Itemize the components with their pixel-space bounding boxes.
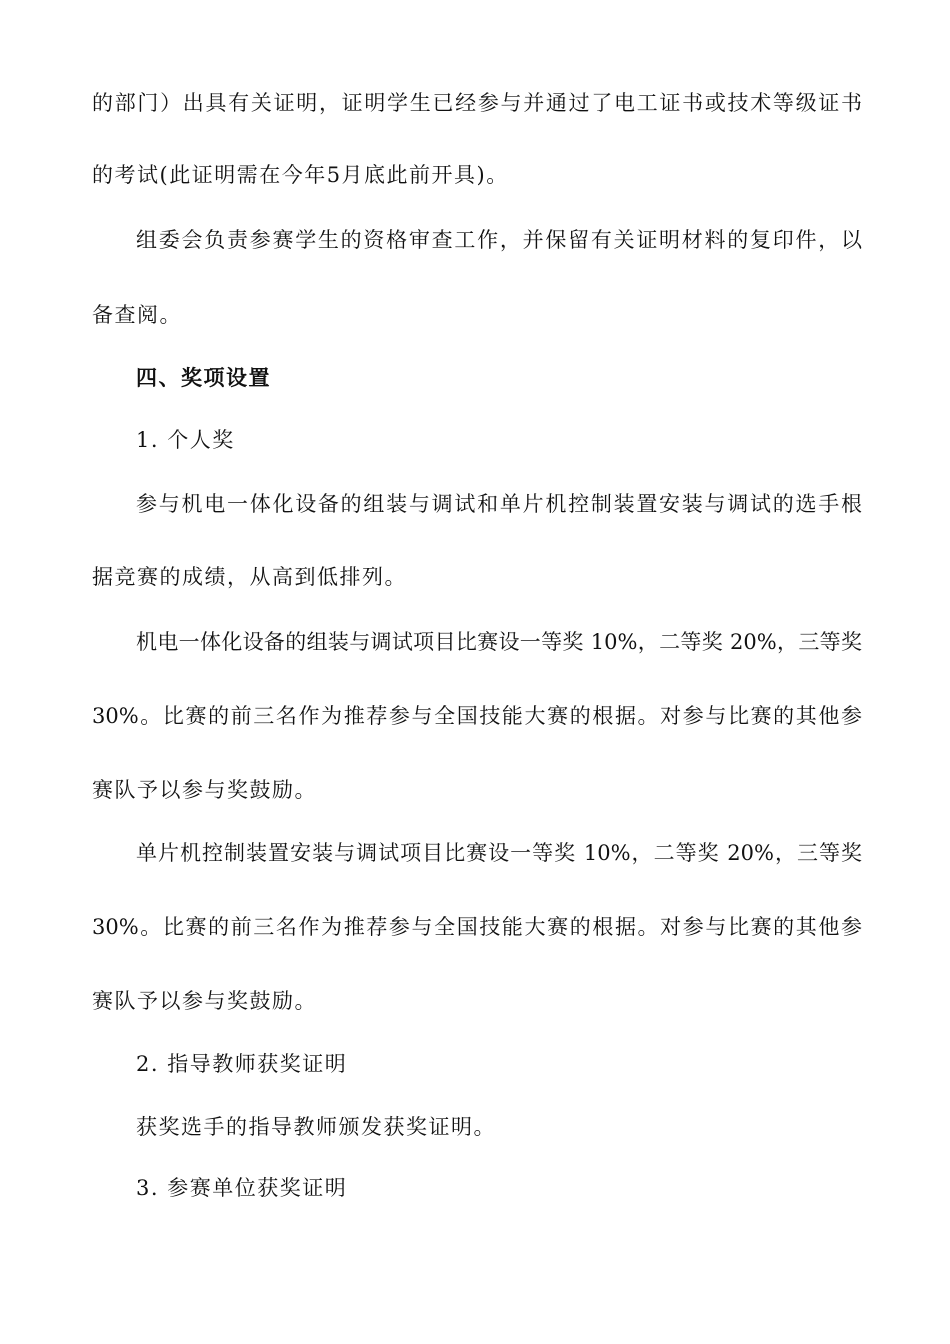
paragraph-line: 备查阅。 <box>92 303 182 327</box>
paragraph-line: 获奖选手的指导教师颁发获奖证明。 <box>136 1115 496 1139</box>
subsection-heading: 3. 参赛单位获奖证明 <box>136 1176 348 1200</box>
paragraph-line: 30%。比赛的前三名作为推荐参与全国技能大赛的根据。对参与比赛的其他参 <box>92 704 862 728</box>
paragraph-line: 参与机电一体化设备的组装与调试和单片机控制装置安装与调试的选手根 <box>136 492 862 516</box>
paragraph-line: 据竞赛的成绩，从高到低排列。 <box>92 565 407 589</box>
section-heading: 四、奖项设置 <box>136 365 271 390</box>
paragraph-line: 单片机控制装置安装与调试项目比赛设一等奖 10%，二等奖 20%，三等奖 <box>136 841 862 865</box>
paragraph-line: 的考试(此证明需在今年5月底此前开具)。 <box>92 163 509 187</box>
paragraph-line: 机电一体化设备的组装与调试项目比赛设一等奖 10%，二等奖 20%，三等奖 <box>136 630 862 654</box>
paragraph-line: 的部门）出具有关证明，证明学生已经参与并通过了电工证书或技术等级证书 <box>92 91 862 115</box>
paragraph-line: 30%。比赛的前三名作为推荐参与全国技能大赛的根据。对参与比赛的其他参 <box>92 915 862 939</box>
subsection-heading: 2. 指导教师获奖证明 <box>136 1052 348 1076</box>
subsection-heading: 1. 个人奖 <box>136 428 235 452</box>
paragraph-line: 赛队予以参与奖鼓励。 <box>92 778 317 802</box>
paragraph-line: 赛队予以参与奖鼓励。 <box>92 989 317 1013</box>
paragraph-line: 组委会负责参赛学生的资格审查工作，并保留有关证明材料的复印件，以 <box>136 228 862 252</box>
